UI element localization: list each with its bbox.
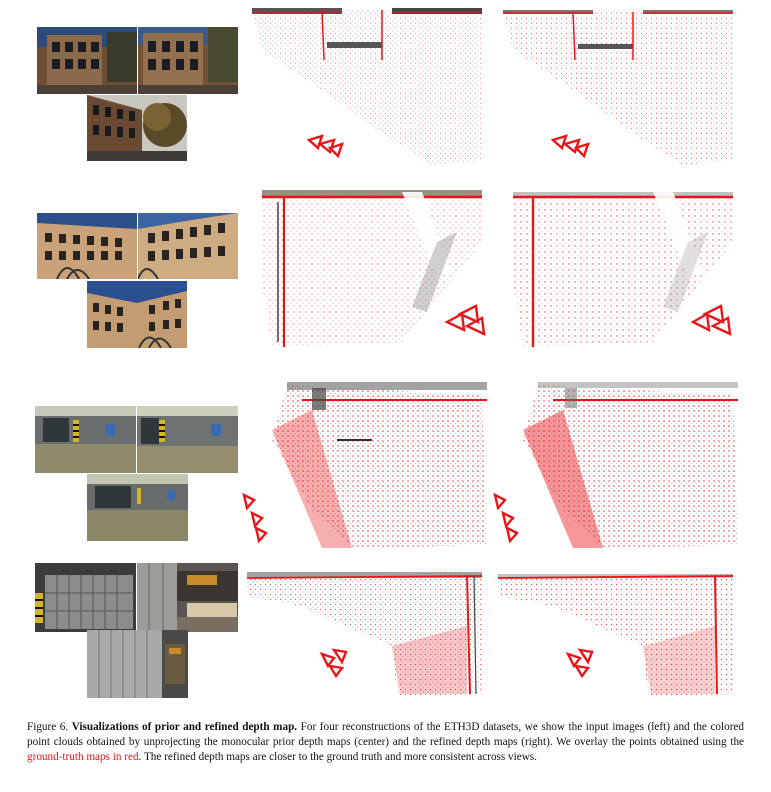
caption-text-end: . The refined depth maps are closer to the ground truth and more consistent across views.	[138, 751, 537, 764]
camera-frustum-icon	[693, 306, 730, 334]
caption-text: For four reconstructions of the ETH3D datasets, we show the input images (left) and the colored point clouds obtained by unprojecting the monocular prior depth maps (center) and the refined depth maps (right). We overlay the points obtained using the	[27, 721, 744, 749]
input-image-2	[138, 213, 238, 279]
input-image-1	[37, 213, 137, 279]
input-image-3	[87, 281, 187, 348]
input-image-2	[137, 406, 238, 473]
figure-label: Figure 6.	[27, 721, 69, 733]
prior-depth-point-cloud-2	[242, 182, 487, 352]
refined-depth-point-cloud-1	[493, 0, 738, 168]
refined-depth-point-cloud-4	[493, 566, 738, 701]
row-indoor-wall-panels	[0, 556, 771, 716]
input-image-2	[138, 27, 238, 94]
row-building-facade	[0, 0, 771, 172]
input-image-3	[87, 95, 187, 161]
row-warehouse-hall	[0, 370, 771, 550]
caption-red-text: ground-truth maps in red	[27, 751, 139, 764]
camera-frustum-icon	[244, 495, 266, 541]
camera-frustum-icon	[309, 136, 342, 156]
camera-frustum-icon	[553, 136, 588, 156]
prior-depth-point-cloud-3	[242, 370, 487, 550]
figure-caption	[27, 720, 744, 766]
prior-depth-point-cloud-1	[242, 0, 487, 168]
input-image-1	[37, 27, 137, 94]
figure-title: Visualizations of prior and refined depth map.	[71, 721, 298, 733]
input-image-3	[87, 630, 188, 698]
row-courtyard	[0, 182, 771, 357]
input-image-2	[137, 563, 238, 632]
camera-frustum-icon	[568, 650, 592, 676]
camera-frustum-icon	[447, 306, 484, 334]
input-image-1	[35, 563, 136, 632]
input-image-1	[35, 406, 136, 473]
camera-frustum-icon	[495, 495, 517, 541]
refined-depth-point-cloud-2	[493, 182, 738, 352]
camera-frustum-icon	[322, 650, 346, 676]
prior-depth-point-cloud-4	[242, 566, 487, 701]
input-image-3	[87, 474, 188, 541]
refined-depth-point-cloud-3	[493, 370, 738, 550]
